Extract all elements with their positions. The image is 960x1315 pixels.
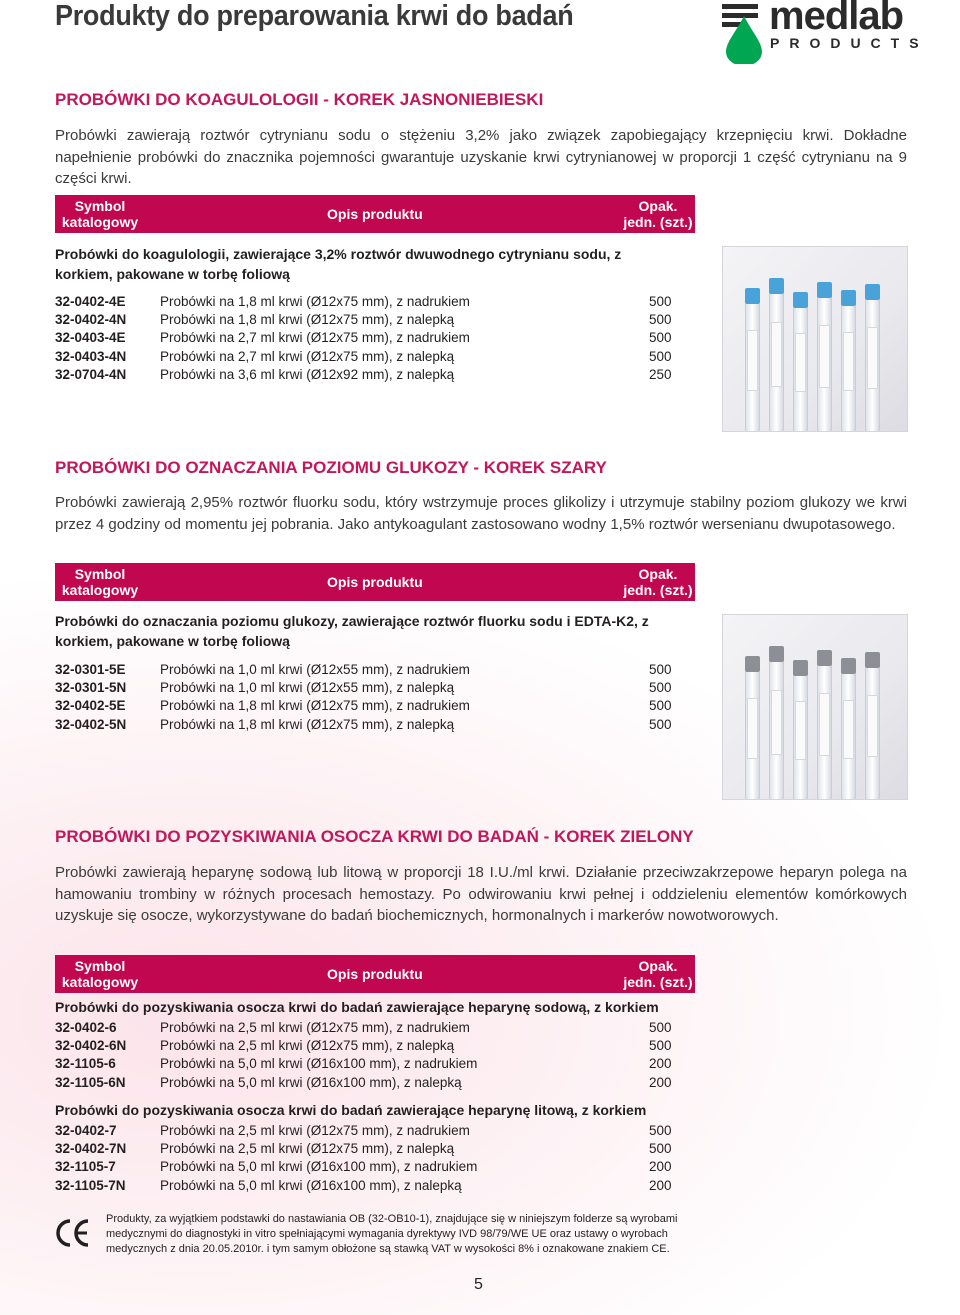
table-row (55, 294, 695, 312)
tube-photo-blue-caps (722, 246, 908, 432)
product-description: Probówki na 5,0 ml krwi (Ø16x100 mm), z nalepką (160, 1074, 462, 1090)
tube-label (771, 322, 782, 387)
product-description: Probówki na 5,0 ml krwi (Ø16x100 mm), z nalepką (160, 1177, 462, 1193)
catalog-code: 32-0402-7N (55, 1141, 127, 1157)
pack-quantity: 200 (649, 1074, 672, 1090)
tube-label (819, 325, 830, 388)
tube-illustration (769, 293, 784, 432)
product-group-title: Probówki do pozyskiwania osocza krwi do badań zawierające heparynę litową, z korkiem (55, 1102, 647, 1118)
tube-cap (841, 290, 856, 306)
table-header (55, 563, 695, 601)
tube-cap (769, 278, 784, 294)
product-table (55, 662, 695, 735)
table-row (55, 1038, 695, 1056)
catalog-code: 32-0403-4E (55, 330, 126, 346)
product-description: Probówki na 1,8 ml krwi (Ø12x75 mm), z nadrukiem (160, 698, 470, 714)
product-description: Probówki na 2,7 ml krwi (Ø12x75 mm), z nadrukiem (160, 330, 470, 346)
product-description: Probówki na 1,8 ml krwi (Ø12x75 mm), z nadrukiem (160, 294, 470, 309)
pack-quantity: 500 (649, 1141, 672, 1157)
header-unit-pack: Opak. jedn. (szt.) (623, 198, 693, 230)
ce-mark-icon (55, 1218, 91, 1248)
tube-label (867, 327, 878, 389)
section-description: Probówki zawierają heparynę sodową lub litową w proporcji 18 I.U./ml krwi. Działanie przeciwzakrzepowe heparyn polega na hamowaniu trombiny w różnych procesach hemostazy. Po odwirowaniu krwi pełnej i oddzieleniu elementów komórkowych uzyskuje się osocze, wykorzystywane do badań biochemicznych, hormonalnych i markerów nowotworowych. (55, 864, 907, 924)
product-description: Probówki na 3,6 ml krwi (Ø12x92 mm), z nalepką (160, 366, 455, 382)
pack-quantity: 500 (649, 1038, 672, 1054)
table-row (55, 1056, 695, 1074)
tube-label (747, 698, 758, 759)
header-catalog-symbol: Symbol katalogowy (61, 958, 139, 990)
tube-illustration (745, 671, 760, 800)
logo-wordmark: medlab (769, 0, 904, 38)
header-catalog-symbol: Symbol katalogowy (61, 566, 139, 598)
product-description: Probówki na 1,8 ml krwi (Ø12x75 mm), z nalepką (160, 716, 455, 732)
tube-label (867, 695, 878, 757)
catalog-code: 32-0704-4N (55, 366, 127, 382)
product-description: Probówki na 1,8 ml krwi (Ø12x75 mm), z nalepką (160, 312, 455, 328)
pack-quantity: 500 (649, 312, 672, 328)
product-description: Probówki na 5,0 ml krwi (Ø16x100 mm), z nadrukiem (160, 1159, 478, 1175)
tube-cap (817, 282, 832, 298)
catalog-code: 32-0402-7 (55, 1123, 117, 1138)
table-header (55, 955, 695, 993)
product-description: Probówki na 1,0 ml krwi (Ø12x55 mm), z nadrukiem (160, 662, 470, 677)
catalog-code: 32-0402-4E (55, 294, 126, 309)
tube-illustration (817, 665, 832, 800)
header-catalog-symbol: Symbol katalogowy (61, 198, 139, 230)
pack-quantity: 500 (649, 330, 672, 346)
product-table (55, 1123, 695, 1196)
tube-cap (865, 284, 880, 300)
tube-photo-grey-caps (722, 614, 908, 800)
product-description: Probówki na 2,5 ml krwi (Ø12x75 mm), z nalepką (160, 1141, 455, 1157)
table-row (55, 698, 695, 716)
table-row (55, 330, 695, 348)
tube-illustration (841, 305, 856, 432)
catalog-code: 32-1105-7N (55, 1177, 126, 1193)
tube-cap (745, 656, 760, 672)
section-description: Probówki zawierają 2,95% roztwór fluorku sodu, który wstrzymuje proces glikolizy i utrzymuje stabilny poziom glukozy we krwi przez 4 godziny od momentu jej pobrania. Jako antykoagulant zastosowano wodny 1,5% roztwór wersenianu dwupotasowego. (55, 494, 907, 533)
section-description: Probówki zawierają roztwór cytrynianu sodu o stężeniu 3,2% jako związek zapobiegający krzepnięciu krwi. Dokładne napełnienie probówki do znacznika pojemności gwarantuje uzyskanie krwi cytrynianowej w proporcji 1 część cytrynianu na 9 części krwi. (55, 127, 907, 187)
tube-illustration (865, 667, 880, 800)
product-table (55, 294, 695, 385)
tube-illustration (793, 307, 808, 432)
pack-quantity: 500 (649, 1123, 672, 1138)
product-description: Probówki na 1,0 ml krwi (Ø12x55 mm), z nalepką (160, 680, 455, 696)
header-unit-pack: Opak. jedn. (szt.) (623, 958, 693, 990)
table-row (55, 1123, 695, 1141)
product-description: Probówki na 2,5 ml krwi (Ø12x75 mm), z nadrukiem (160, 1123, 470, 1138)
catalog-code: 32-1105-6N (55, 1074, 126, 1090)
tube-cap (745, 288, 760, 304)
product-description: Probówki na 2,5 ml krwi (Ø12x75 mm), z nadrukiem (160, 1020, 470, 1035)
tube-illustration (793, 675, 808, 800)
pack-quantity: 250 (649, 366, 672, 382)
catalog-code: 32-0301-5N (55, 680, 127, 696)
pack-quantity: 500 (649, 348, 672, 364)
product-table (55, 1020, 695, 1093)
pack-quantity: 500 (649, 716, 672, 732)
table-row (55, 1159, 695, 1177)
catalog-code: 32-0402-4N (55, 312, 127, 328)
tube-label (795, 701, 806, 760)
section-title: PROBÓWKI DO POZYSKIWANIA OSOCZA KRWI DO BADAŃ - KOREK ZIELONY (55, 827, 694, 846)
header-description: Opis produktu (327, 206, 423, 222)
section-title: PROBÓWKI DO OZNACZANIA POZIOMU GLUKOZY - KOREK SZARY (55, 458, 607, 477)
table-row (55, 1075, 695, 1093)
catalog-code: 32-0301-5E (55, 662, 126, 677)
table-row (55, 349, 695, 367)
pack-quantity: 500 (649, 294, 672, 309)
pack-quantity: 200 (649, 1159, 672, 1175)
pack-quantity: 500 (649, 698, 672, 714)
product-description: Probówki na 2,5 ml krwi (Ø12x75 mm), z nalepką (160, 1038, 455, 1054)
product-description: Probówki na 5,0 ml krwi (Ø16x100 mm), z nadrukiem (160, 1056, 478, 1072)
tube-label (771, 690, 782, 755)
table-header (55, 195, 695, 233)
header-unit-pack: Opak. jedn. (szt.) (623, 566, 693, 598)
catalog-code: 32-0402-6N (55, 1038, 127, 1054)
ivd-compliance-note: Produkty, za wyjątkiem podstawki do nastawiania OB (32-OB10-1), znajdujące się w niniejszym folderze są wyrobami medycznymi do diagnostyki in vitro spełniającymi wymagania dyrektywy IVD 98/79/WE UE oraz ustawy o wyrobach medycznych z dnia 20.05.2010r. i tym samym obłożone są stawką VAT w wysokości 8% i oznakowane znakiem CE. (106, 1213, 678, 1255)
tube-cap (865, 652, 880, 668)
pack-quantity: 500 (649, 1020, 672, 1035)
product-description: Probówki na 2,7 ml krwi (Ø12x75 mm), z nalepką (160, 348, 455, 364)
tube-cap (817, 650, 832, 666)
tube-label (843, 332, 854, 392)
table-row (55, 680, 695, 698)
table-row (55, 1020, 695, 1038)
tube-label (795, 333, 806, 392)
medlab-logo (722, 0, 929, 64)
header-description: Opis produktu (327, 966, 423, 982)
tube-cap (841, 658, 856, 674)
table-row (55, 1178, 695, 1196)
catalog-code: 32-1105-7 (55, 1159, 116, 1175)
pack-quantity: 200 (649, 1056, 672, 1072)
table-row (55, 662, 695, 680)
section-title: PROBÓWKI DO KOAGULOLOGII - KOREK JASNONIEBIESKI (55, 90, 544, 109)
logo-drop-icon (722, 2, 768, 64)
tube-illustration (817, 297, 832, 432)
table-row (55, 1141, 695, 1159)
pack-quantity: 500 (649, 680, 672, 696)
product-group-title: Probówki do pozyskiwania osocza krwi do badań zawierające heparynę sodową, z korkiem (55, 999, 659, 1015)
tube-illustration (745, 303, 760, 432)
page-title: Produkty do preparowania krwi do badań (55, 0, 574, 32)
catalog-code: 32-0403-4N (55, 348, 127, 364)
tube-label (819, 693, 830, 756)
tube-cap (793, 292, 808, 308)
tube-label (747, 330, 758, 391)
catalog-code: 32-1105-6 (55, 1056, 116, 1072)
catalog-code: 32-0402-5N (55, 716, 127, 732)
product-group-title: Probówki do koagulologii, zawierające 3,2% roztwór dwuwodnego cytrynianu sodu, z korkiem, pakowane w torbę foliową (55, 246, 622, 282)
table-row (55, 312, 695, 330)
logo-subtitle: PRODUCTS (770, 35, 929, 51)
header-description: Opis produktu (327, 574, 423, 590)
tube-label (843, 700, 854, 760)
table-row (55, 717, 695, 735)
tube-illustration (865, 299, 880, 432)
tube-illustration (841, 673, 856, 800)
page-number: 5 (474, 1276, 483, 1293)
tube-cap (769, 646, 784, 662)
pack-quantity: 500 (649, 662, 672, 677)
tube-cap (793, 660, 808, 676)
catalog-code: 32-0402-5E (55, 698, 126, 714)
product-group-title: Probówki do oznaczania poziomu glukozy, zawierające roztwór fluorku sodu i EDTA-K2, z korkiem, pakowane w torbę foliową (55, 613, 649, 649)
catalog-code: 32-0402-6 (55, 1020, 117, 1035)
tube-illustration (769, 661, 784, 800)
table-row (55, 367, 695, 385)
pack-quantity: 200 (649, 1177, 672, 1193)
